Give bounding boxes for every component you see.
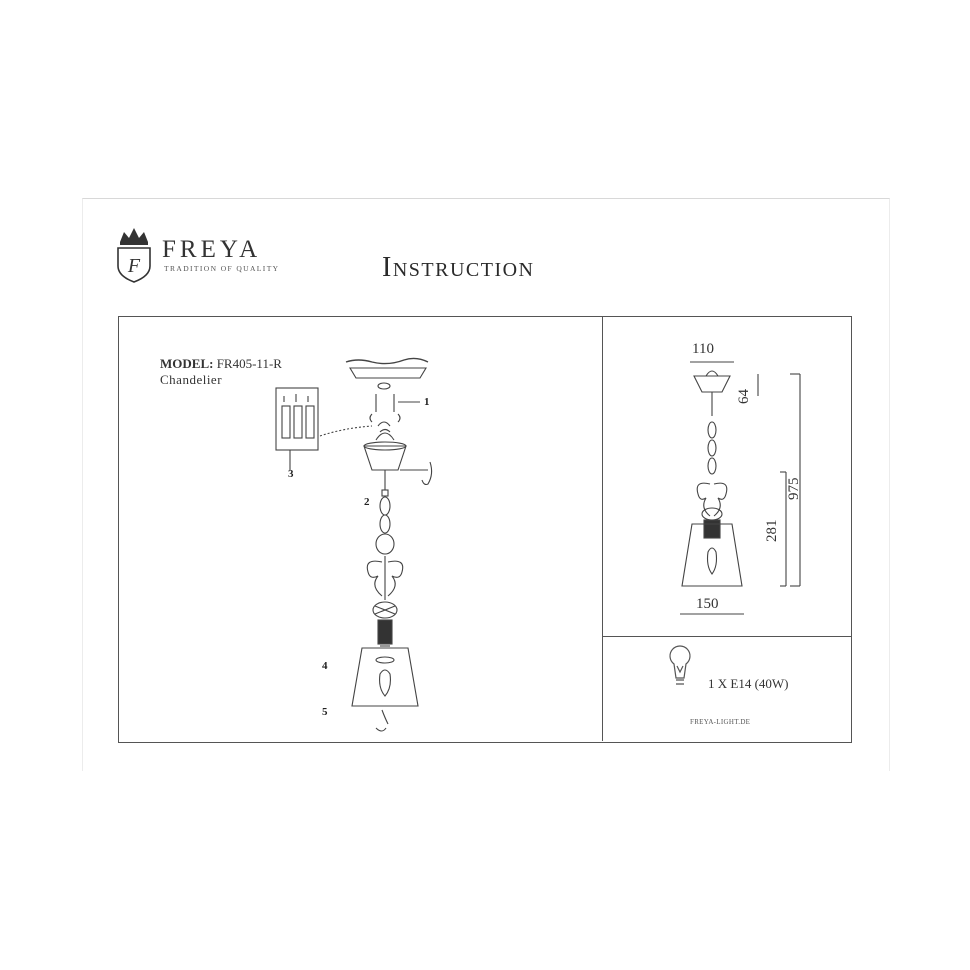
brand-tagline: TRADITION OF QUALITY <box>164 264 280 273</box>
page-title: Instruction <box>382 252 535 283</box>
callout-2: 2 <box>364 496 370 508</box>
model-type: Chandelier <box>160 372 223 387</box>
model-code: FR405-11-R <box>216 356 282 371</box>
dim-shade-height: 281 <box>764 519 780 542</box>
callout-1: 1 <box>424 396 430 408</box>
callout-5: 5 <box>322 706 328 718</box>
bulb-spec: 1 X E14 (40W) <box>708 676 789 691</box>
dim-total-height: 975 <box>786 477 802 500</box>
svg-text:F: F <box>127 255 141 277</box>
brand-name: FREYA <box>162 236 262 263</box>
dim-top-width: 110 <box>692 341 714 357</box>
website-url: FREYA-LIGHT.DE <box>690 718 751 726</box>
dim-shade-width: 150 <box>696 596 719 612</box>
bulb-icon <box>670 646 690 684</box>
model-label: MODEL: <box>160 356 214 371</box>
dim-canopy-height: 64 <box>736 389 752 404</box>
callout-4: 4 <box>322 660 328 672</box>
callout-3: 3 <box>288 468 294 480</box>
